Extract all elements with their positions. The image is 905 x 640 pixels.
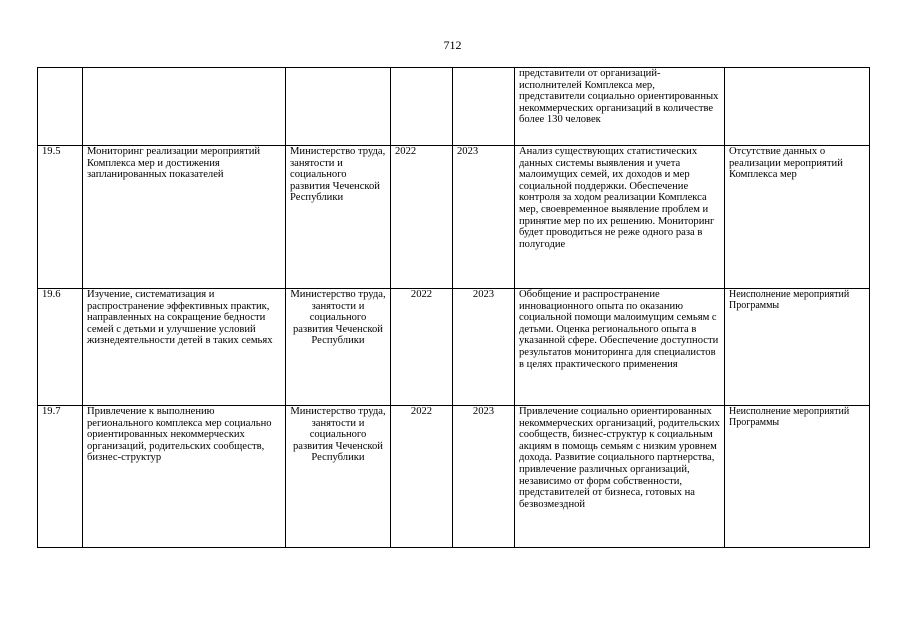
risk-consequence [725,68,870,146]
row-number: 19.5 [38,146,83,289]
measure-name [83,68,286,146]
measure-name: Изучение, систематизация и распространение эффективных практик, направленных на сокращение бедности семей с детьми и улучшение условий жизнедеятельности детей в таких семьях [83,289,286,406]
expected-result: Привлечение социально ориентированных некоммерческих организаций, родительских сообществ, бизнес-структур к социальным акциям в помощь семьям с низким уровнем дохода. Развитие социального партнерства, привлечение различных организаций, независимо от форм собственности, представителей от бизнеса, готовых на безвозмездной [515,406,725,548]
measure-name: Мониторинг реализации мероприятий Комплекса мер и достижения запланированных показателей [83,146,286,289]
start-year [391,68,453,146]
risk-consequence: Неисполнение мероприятий Программы [725,406,870,548]
risk-consequence: Неисполнение мероприятий Программы [725,289,870,406]
end-year [453,68,515,146]
expected-result: представители от организаций-исполнителей Комплекса мер, представители социально ориентированных некоммерческих организаций в количестве более 130 человек [515,68,725,146]
row-number [38,68,83,146]
expected-result: Обобщение и распространение инновационного опыта по оказанию социальной помощи малоимущим семьям с детьми. Оценка регионального опыта в указанной сфере. Обеспечение доступности результатов мониторинга для специалистов в целях практического применения [515,289,725,406]
risk-consequence: Отсутствие данных о реализации мероприятий Комплекса мер [725,146,870,289]
table-row [38,68,870,146]
page-number: 712 [443,38,462,52]
row-number: 19.6 [38,289,83,406]
row-number: 19.7 [38,406,83,548]
table-row [38,289,870,406]
executor: Министерство труда, занятости и социального развития Чеченской Республики [286,146,391,289]
end-year: 2023 [453,289,515,406]
expected-result: Анализ существующих статистических данных системы выявления и учета малоимущих семей, их доходов и мер социальной поддержки. Обеспечение контроля за ходом реализации Комплекса мер, своевременное выявление проблем и принятие мер по их решению. Мониторинг будет проводиться не реже одного раза в полугодие [515,146,725,289]
end-year: 2023 [453,146,515,289]
start-year: 2022 [391,289,453,406]
executor: Министерство труда, занятости и социального развития Чеченской Республики [286,406,391,548]
executor: Министерство труда, занятости и социального развития Чеченской Республики [286,289,391,406]
table-row [38,146,870,289]
end-year: 2023 [453,406,515,548]
measure-name: Привлечение к выполнению регионального комплекса мер социально ориентированных некоммерческих организаций, родительских сообществ, бизнес-структур [83,406,286,548]
start-year: 2022 [391,406,453,548]
table-row [38,406,870,548]
measures-table [37,67,870,548]
executor [286,68,391,146]
start-year: 2022 [391,146,453,289]
